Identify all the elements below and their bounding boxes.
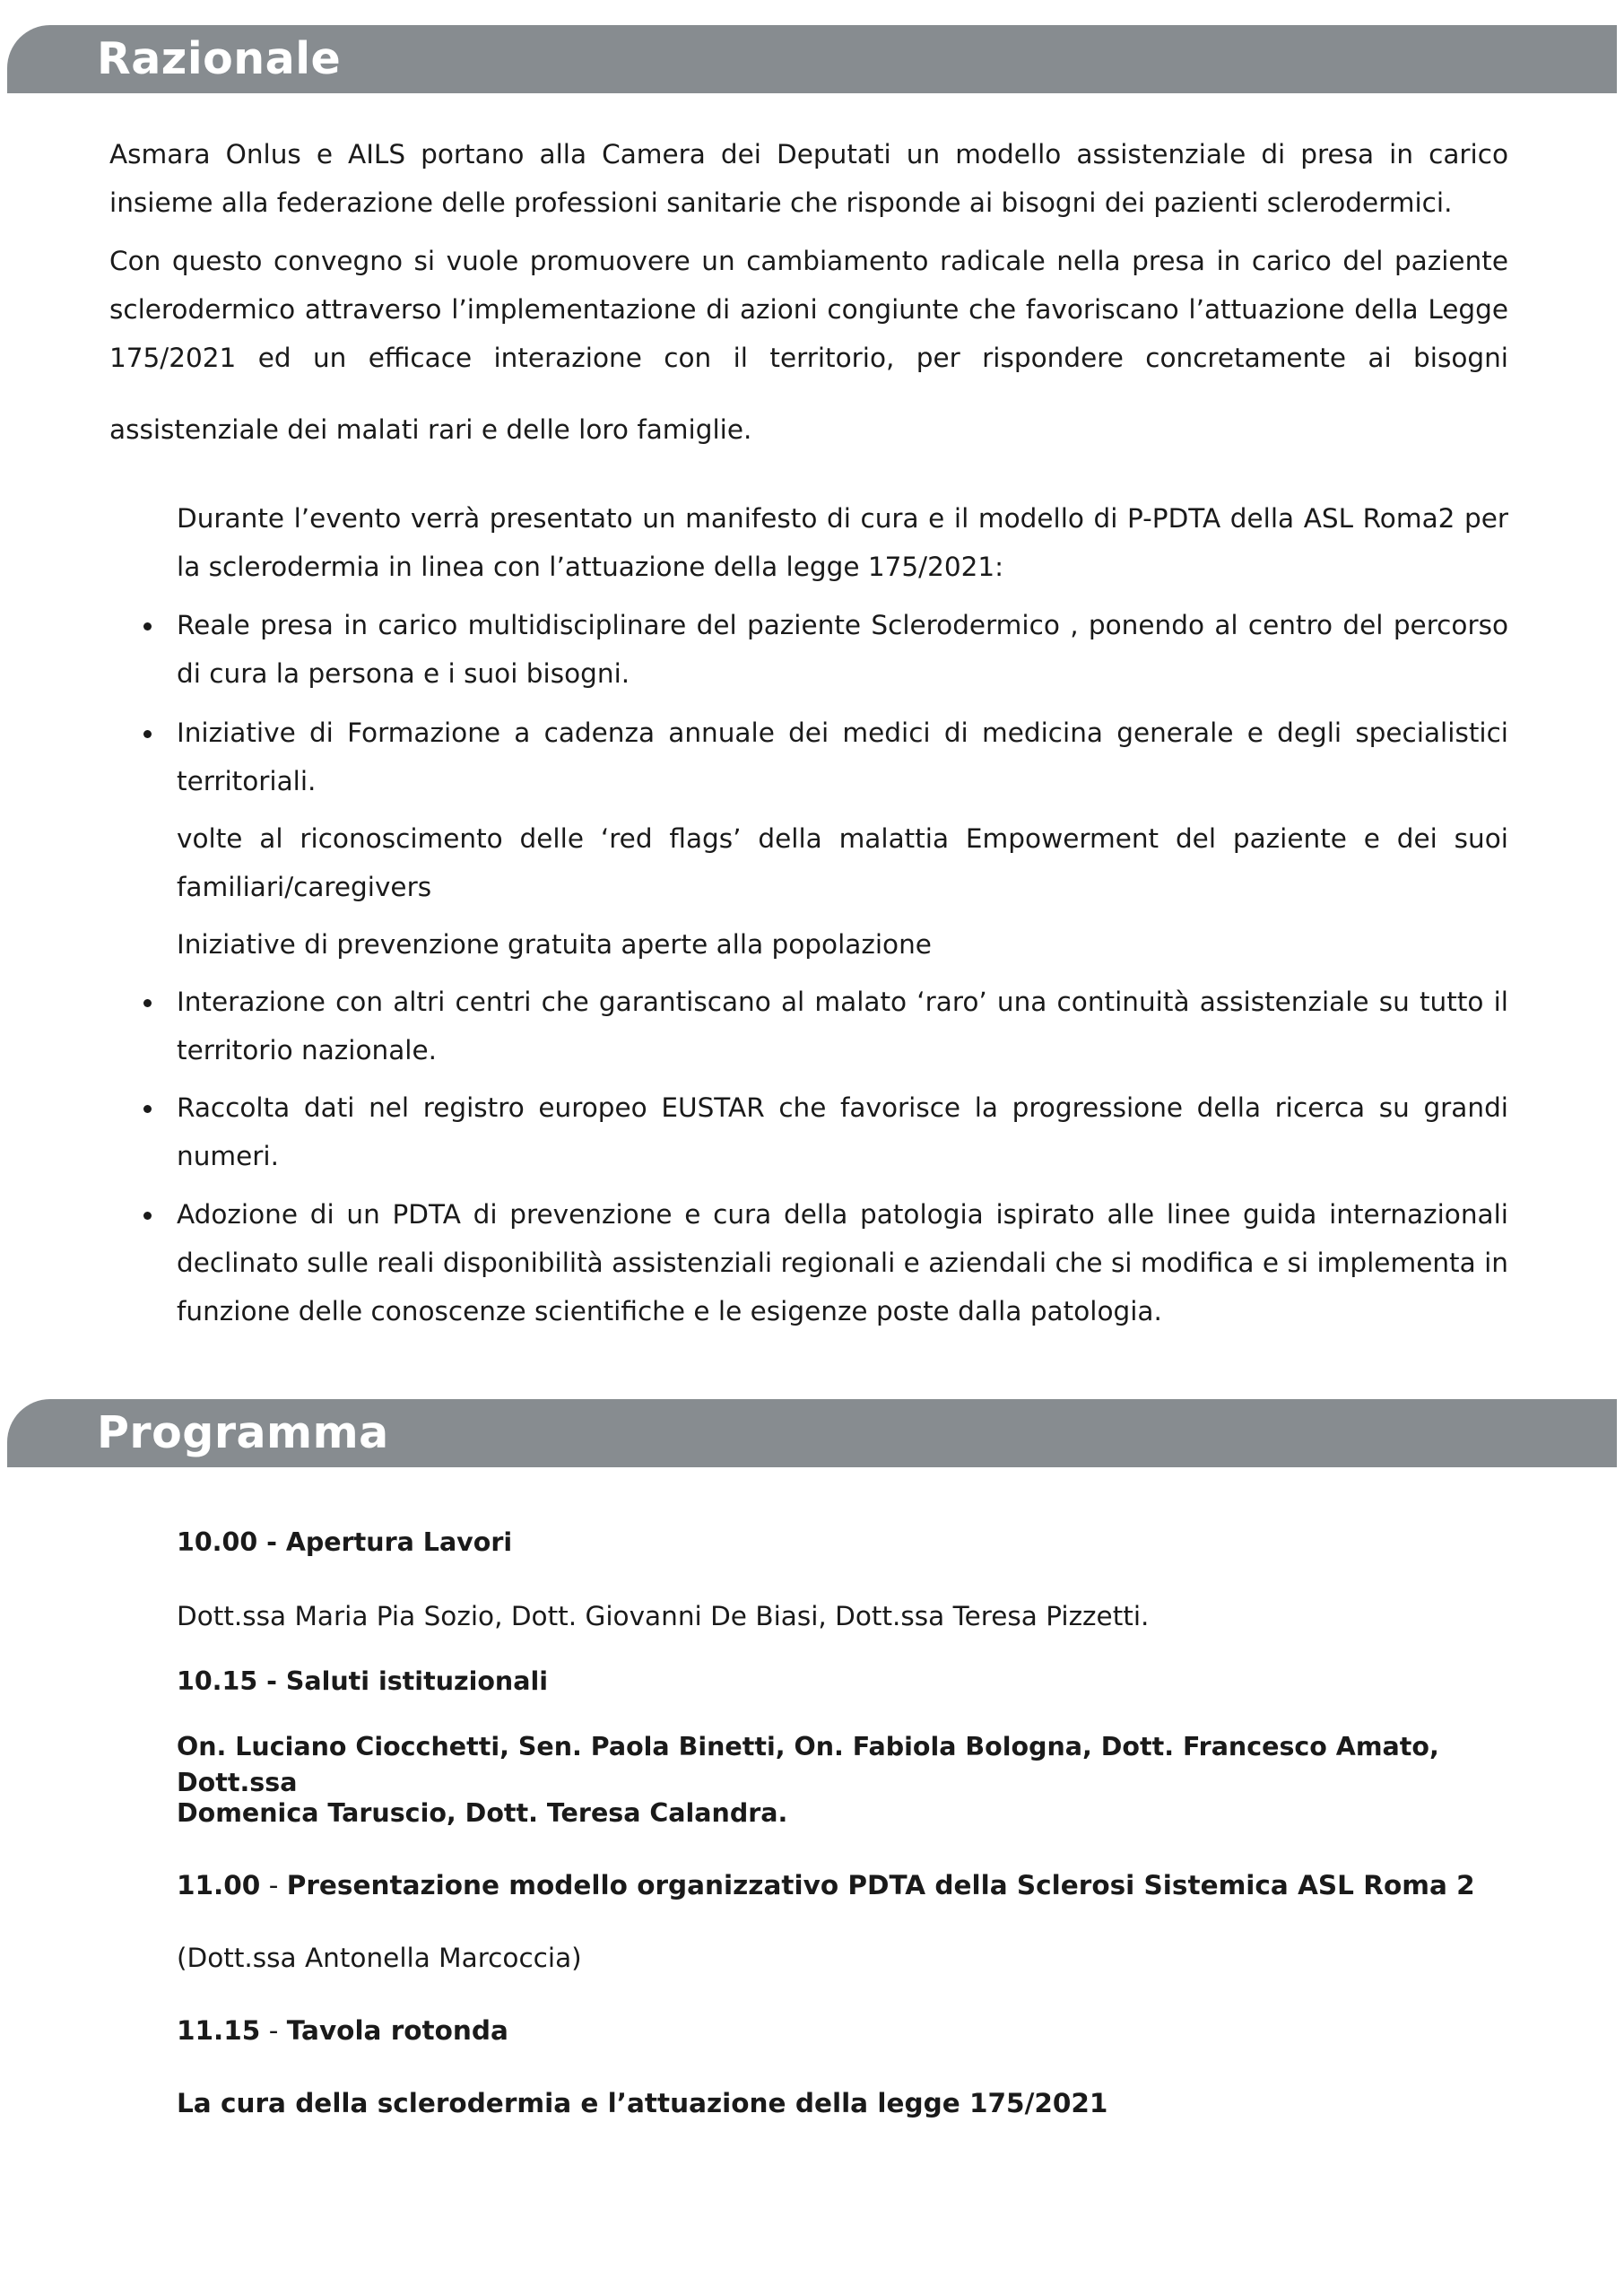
agenda-item-time: 10.00 - Apertura Lavori — [177, 1527, 513, 1557]
agenda-item-speakers: Dott.ssa Maria Pia Sozio, Dott. Giovanni De Biasi, Dott.ssa Teresa Pizzetti. — [177, 1601, 1150, 1631]
agenda-item — [177, 2013, 1522, 2048]
list-item-text: Interazione con altri centri che garantiscano al malato ‘raro’ una continuità assistenziale su tutto il territorio nazionale. — [177, 987, 1508, 1065]
list-item-text: Iniziative di Formazione a cadenza annuale dei medici di medicina generale e degli specialistici territoriali. — [177, 718, 1508, 796]
agenda-item-separator: - — [260, 1870, 287, 1900]
agenda-item-speakers: Domenica Taruscio, Dott. Teresa Calandra. — [177, 1798, 788, 1828]
list-item — [135, 978, 1508, 1074]
section-title: Razionale — [97, 33, 342, 84]
list-item — [135, 709, 1508, 805]
list-item-continuation: volte al riconoscimento delle ‘red flags’ della malattia Empowerment del paziente e dei suoi familiari/caregivers — [177, 823, 1508, 902]
section-header-programma — [7, 1399, 1617, 1467]
agenda-item-time: 11.15 — [177, 2015, 261, 2046]
section-header-razionale — [7, 25, 1617, 93]
list-item — [135, 1083, 1508, 1180]
section-title: Programma — [97, 1407, 389, 1458]
objectives-list — [135, 1190, 1508, 1335]
list-item-continuation: Iniziative di prevenzione gratuita aperte alla popolazione — [177, 929, 932, 960]
objectives-list — [135, 709, 1508, 805]
bullet-icon — [143, 1105, 152, 1113]
agenda-item — [177, 1867, 1522, 1903]
agenda-item-separator: - — [260, 2015, 287, 2046]
intro-paragraph: Con questo convegno si vuole promuovere un cambiamento radicale nella presa in carico del paziente sclerodermico attraverso l’implementazione di azioni congiunte che favoriscano l’attuazione della Legge 175/2021 ed un efficace interazione con il territorio, per rispondere concretamente ai bisogni — [109, 246, 1508, 373]
bullet-icon — [143, 730, 152, 738]
objectives-list — [135, 601, 1508, 698]
list-item-text: Adozione di un PDTA di prevenzione e cura della patologia ispirato alle linee guida internazionali declinato sulle reali disponibilità assistenziali regionali e aziendali che si modifica e si implementa in funzione delle conoscenze scientifiche e le esigenze poste dalla patologia. — [177, 1199, 1508, 1326]
agenda-item-subtitle — [177, 2085, 1522, 2121]
list-item — [135, 601, 1508, 698]
bullet-icon — [143, 622, 152, 631]
durante-paragraph: Durante l’evento verrà presentato un manifesto di cura e il modello di P-PDTA della ASL Roma2 per la sclerodermia in linea con l’attuazione della legge 175/2021: — [177, 503, 1508, 582]
agenda-item-speakers: (Dott.ssa Antonella Marcoccia) — [177, 1943, 582, 1973]
agenda-item-time: 10.15 - Saluti istituzionali — [177, 1666, 548, 1696]
intro-paragraph: Asmara Onlus e AILS portano alla Camera dei Deputati un modello assistenziale di presa in carico insieme alla federazione delle professioni sanitarie che risponde ai bisogni dei pazienti sclerodermici. — [109, 139, 1508, 218]
agenda-item-subtitle-text: La cura della sclerodermia e l’attuazione della legge 175/2021 — [177, 2088, 1108, 2118]
bullet-icon — [143, 999, 152, 1007]
agenda-item-time: 11.00 — [177, 1870, 261, 1900]
intro-paragraph-tail: assistenziale dei malati rari e delle loro famiglie. — [109, 414, 752, 445]
objectives-list — [135, 1083, 1508, 1180]
list-item-text: Reale presa in carico multidisciplinare del paziente Sclerodermico , ponendo al centro del percorso di cura la persona e i suoi bisogni. — [177, 610, 1508, 689]
agenda-item-title: Tavola rotonda — [286, 2015, 508, 2046]
agenda-item-speakers: On. Luciano Ciocchetti, Sen. Paola Binetti, On. Fabiola Bologna, Dott. Francesco Amato, Dott.ssa — [177, 1732, 1439, 1797]
agenda-item-title: Presentazione modello organizzativo PDTA della Sclerosi Sistemica ASL Roma 2 — [286, 1870, 1475, 1900]
list-item-text: Raccolta dati nel registro europeo EUSTAR che favorisce la progressione della ricerca su grandi numeri. — [177, 1092, 1508, 1171]
list-item — [135, 1190, 1508, 1335]
bullet-icon — [143, 1212, 152, 1220]
objectives-list — [135, 978, 1508, 1074]
